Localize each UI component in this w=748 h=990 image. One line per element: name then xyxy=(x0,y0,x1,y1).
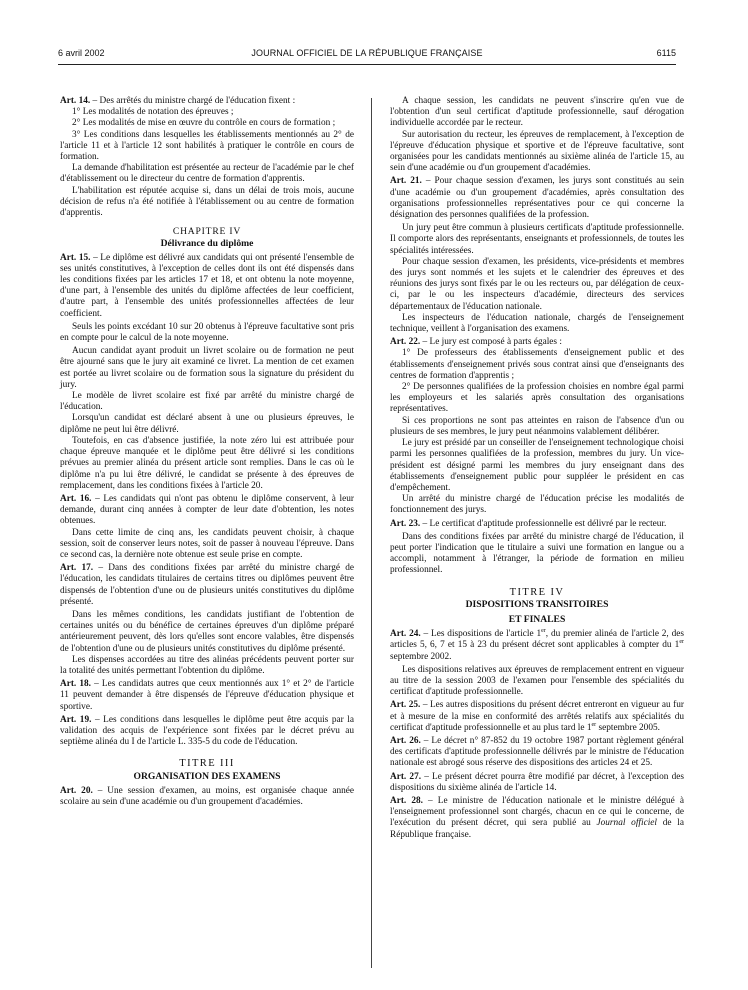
header-date: 6 avril 2002 xyxy=(58,48,105,58)
article-23-paragraph-2: Dans des conditions fixées par arrêté du ministre chargé de l'éducation, il peut porter l'indication que le titulaire a suivi une formation en langue ou a accompli, notamment à l'étranger, la période de formation en milieu professionnel. xyxy=(390,531,684,576)
article-15-paragraph-3: Aucun candidat ayant produit un livret scolaire ou de formation ne peut être ajourné sans que le jury ait examiné ce livret. La mention de cet examen est portée au livret scolaire ou de formation sous la signature du président du jury. xyxy=(60,346,354,390)
article-27 xyxy=(390,772,684,794)
titre-4-subtitle-line-2: ET FINALES xyxy=(508,613,566,625)
article-24-superscript-1: er xyxy=(541,628,546,635)
titre-4-heading: TITRE IV xyxy=(509,586,565,598)
article-28-text-a: – Le ministre de l'éducation nationale et le ministre délégué à l'enseignement professionnel sont chargés, chacun en ce qui le concerne, de l'exécution du présent décret, qui sera publié au xyxy=(390,795,684,829)
article-26 xyxy=(390,736,684,770)
chapter-title: Délivrance du diplôme xyxy=(160,238,254,250)
article-22-item-1: 1° De professeurs des établissements d'enseignement public et des établissements d'enseignement privés sous contrat ainsi que d'enseignants des centres de formation d'apprentis ; xyxy=(390,348,684,381)
article-25-label: Art. 25. xyxy=(390,700,421,711)
article-24-superscript-2: er xyxy=(679,639,684,646)
right-column xyxy=(390,96,684,841)
article-14-paragraph-2: La demande d'habilitation est présentée au recteur de l'académie par le chef d'établissement ou le directeur du centre de formation d'apprentis. xyxy=(60,163,354,185)
article-24-text-c: septembre 2002. xyxy=(390,651,452,662)
article-15-label: Art. 15. xyxy=(60,252,91,263)
article-23 xyxy=(390,519,684,530)
article-28 xyxy=(390,796,684,841)
article-16 xyxy=(60,494,354,528)
article-22-paragraph-2: Si ces proportions ne sont pas atteintes en raison de l'absence d'un ou plusieurs de ses membres, le jury peut néanmoins valablement délibérer. xyxy=(390,415,684,437)
article-20-label: Art. 20. xyxy=(60,785,93,796)
article-25-text-b: septembre 2005. xyxy=(596,722,660,733)
article-27-text: – Le présent décret pourra être modifié par décret, à l'exception des dispositions du sixième alinéa de l'article 14. xyxy=(390,771,685,793)
article-23-text: – Le certificat d'aptitude professionnelle est délivré par le recteur. xyxy=(420,518,667,529)
article-16-text: – Les candidats qui n'ont pas obtenu le diplôme conservent, à leur demande, durant cinq années à compter de leur date d'obtention, les notes obtenues. xyxy=(60,493,354,527)
article-14-item-1: 1° Les modalités de notation des épreuves ; xyxy=(72,107,234,118)
article-15-paragraph-5: Lorsqu'un candidat est déclaré absent à une ou plusieurs épreuves, le diplôme ne peut lui être délivré. xyxy=(60,413,354,435)
article-22 xyxy=(390,337,684,348)
article-25 xyxy=(390,700,684,734)
article-17-paragraph-2: Dans les mêmes conditions, les candidats justifiant de l'obtention de certaines unités ou du bénéfice de certaines épreuves d'un diplôme préparé antérieurement peuvent, dès lors qu'elles sont encore valables, être dispensés de l'obtention d'une ou de plusieurs unités constitutives du diplôme présenté. xyxy=(60,609,354,654)
chapter-heading: CHAPITRE IV xyxy=(172,226,242,238)
article-15 xyxy=(60,253,354,320)
article-28-label: Art. 28. xyxy=(390,795,423,806)
article-14-text: – Des arrêtés du ministre chargé de l'éducation fixent : xyxy=(90,96,296,106)
article-14-paragraph-3: L'habilitation est réputée acquise si, dans un délai de trois mois, aucune décision de refus n'a été notifiée à l'établissement ou au centre de formation d'apprentis. xyxy=(60,185,354,219)
article-17-label: Art. 17. xyxy=(60,563,94,574)
article-14-label: Art. 14. xyxy=(60,96,91,106)
article-20-text: – Une session d'examen, au moins, est organisée chaque année scolaire au sein d'une académie ou d'un groupement d'académies. xyxy=(60,785,354,807)
article-24 xyxy=(390,629,684,663)
article-21-paragraph-2: Un jury peut être commun à plusieurs certificats d'aptitude professionnelle. Il comporte alors des représentants, enseignants et professionnels, de toutes les spécialités intéressées. xyxy=(390,223,684,256)
article-21-paragraph-4: Les inspecteurs de l'éducation nationale, chargés de l'enseignement technique, veillent à l'organisation des examens. xyxy=(390,312,684,335)
article-22-item-2: 2° De personnes qualifiées de la profession choisies en nombre égal parmi les employeurs et les salariés après consultation des organisations représentatives. xyxy=(390,382,684,415)
article-15-text: – Le diplôme est délivré aux candidats qui ont présenté l'ensemble de ses unités constitutives, à l'exception de celles dont ils ont été dispensés dans les conditions fixées par les articles 17 et 18, et ont obtenu la note moyenne, d'une part, à l'ensemble des unités du diplôme affectées de leur coefficient, d'autre part, à l'ensemble des unités professionnelles affectées de leur coefficient. xyxy=(60,252,355,319)
article-25-superscript: er xyxy=(591,721,597,728)
article-24-text-b: , du premier alinéa de l'article 2, des articles 5, 6, 7 et 15 à 23 du présent décret sont applicables à compter du 1 xyxy=(390,629,684,651)
left-column xyxy=(60,96,354,808)
article-14-item-2: 2° Les modalités de mise en œuvre du contrôle en cours de formation ; xyxy=(72,118,336,129)
article-14 xyxy=(60,96,354,107)
article-20-paragraph-3: Sur autorisation du recteur, les épreuves de remplacement, à l'exception de l'épreuve d'éducation physique et sportive et de l'épreuve facultative, sont organisées pour les candidats mentionnés au sixième alinéa de l'article 15, au sein d'une académie ou d'un groupement d'académies. xyxy=(390,129,684,174)
article-19-text: – Les conditions dans lesquelles le diplôme peut être acquis par la validation des acquis de l'expérience sont fixées par le décret prévu au septième alinéa du I de l'article L. 335-5 du code de l'éducation. xyxy=(60,714,354,748)
article-21-paragraph-3: Pour chaque session d'examen, les présidents, vice-présidents et membres des jurys sont nommés et les sujets et le calendrier des épreuves et des réunions des jurys sont fixés par le ou les recteurs ou, par délégation de ceux-ci, par le ou les inspecteurs d'académie, directeurs des services départementaux de l'éducation nationale. xyxy=(390,256,684,312)
article-21 xyxy=(390,176,684,221)
article-24-label: Art. 24. xyxy=(390,629,421,640)
header-journal-title: JOURNAL OFFICIEL DE LA RÉPUBLIQUE FRANÇAISE xyxy=(251,48,483,58)
article-23-label: Art. 23. xyxy=(390,518,421,529)
article-28-journal-title: Journal officiel xyxy=(596,818,657,829)
article-24-paragraph-2: Les dispositions relatives aux épreuves de remplacement entrent en vigueur au titre de la session 2003 de l'examen pour l'ensemble des spécialités du certificat d'aptitude professionnelle. xyxy=(390,664,684,698)
article-22-label: Art. 22. xyxy=(390,337,421,348)
article-21-label: Art. 21. xyxy=(390,176,422,187)
header-page-number: 6115 xyxy=(656,48,676,58)
article-15-paragraph-6: Toutefois, en cas d'absence justifiée, la note zéro lui est attribuée pour chaque épreuve manquée et le diplôme peut être délivré si les conditions prévues au premier alinéa du présent article sont remplies. Dans le cas où le diplôme n'a pu lui être délivré, le candidat se présente à des épreuves de remplacement, dans les conditions fixées à l'article 20. xyxy=(60,435,354,491)
article-18-label: Art. 18. xyxy=(60,679,92,690)
column-divider xyxy=(371,98,372,968)
article-18 xyxy=(60,679,354,713)
article-22-paragraph-3: Le jury est présidé par un conseiller de l'enseignement technologique choisi parmi les personnes qualifiées de la profession, membres du jury. Un vice-président est désigné parmi les membres du jury enseignant dans des établissements d'enseignement public pour suppléer le président en cas d'empêchement. xyxy=(390,438,684,493)
article-24-text-a: – Les dispositions de l'article 1 xyxy=(420,629,542,640)
article-28-text-b: de la République française. xyxy=(390,818,684,840)
article-20 xyxy=(60,786,354,808)
article-26-text: – Le décret n° 87-852 du 19 octobre 1987 portant règlement général des certificats d'aptitude professionnelle délivrés par le ministre de l'éducation nationale est abrogé sous réserve des dispositions des articles 24 et 25. xyxy=(390,735,684,769)
article-15-paragraph-4: Le modèle de livret scolaire est fixé par arrêté du ministre chargé de l'éducation. xyxy=(60,391,354,413)
article-15-paragraph-2: Seuls les points excédant 10 sur 20 obtenus à l'épreuve facultative sont pris en compte pour le calcul de la note moyenne. xyxy=(60,321,354,344)
article-17-paragraph-3: Les dispenses accordées au titre des alinéas précédents peuvent porter sur la totalité des unités permettant l'obtention du diplôme. xyxy=(60,654,354,676)
titre-4-subtitle-line-1: DISPOSITIONS TRANSITOIRES xyxy=(465,598,609,610)
article-22-text: – Le jury est composé à parts égales : xyxy=(420,337,562,348)
article-19-label: Art. 19. xyxy=(60,714,92,725)
header-rule xyxy=(58,64,676,65)
article-19 xyxy=(60,715,354,749)
article-17 xyxy=(60,563,354,608)
article-25-text-a: – Les autres dispositions du présent décret entreront en vigueur au fur et à mesure de la mise en conformité des arrêtés relatifs aux spécialités du certificat d'aptitude professionnelle et au plus tard le 1 xyxy=(390,700,684,733)
article-14-item-3: 3° Les conditions dans lesquelles les établissements mentionnés au 2° de l'article 11 et à l'article 12 sont habilités à pratiquer le contrôle en cours de formation. xyxy=(60,129,354,163)
article-17-text: – Dans des conditions fixées par arrêté du ministre chargé de l'éducation, les candidats titulaires de certains titres ou diplômes peuvent être dispensés de l'obtention d'une ou de plusieurs unités constitutives du diplôme présenté. xyxy=(60,563,354,607)
titre-3-heading: TITRE III xyxy=(179,758,235,770)
titre-3-subtitle: ORGANISATION DES EXAMENS xyxy=(133,770,281,782)
article-22-paragraph-4: Un arrêté du ministre chargé de l'éducation précise les modalités de fonctionnement des jurys. xyxy=(390,494,684,516)
article-26-label: Art. 26. xyxy=(390,735,421,746)
article-20-paragraph-2: A chaque session, les candidats ne peuvent s'inscrire qu'en vue de l'obtention d'un seul certificat d'aptitude professionnelle, sauf dérogation individuelle accordée par le recteur. xyxy=(390,96,684,129)
page-header xyxy=(58,48,676,60)
article-16-paragraph-2: Dans cette limite de cinq ans, les candidats peuvent choisir, à chaque session, soit de conserver leurs notes, soit de passer à nouveau l'épreuve. Dans ce second cas, la dernière note obtenue est seule prise en compte. xyxy=(60,527,354,560)
article-18-text: – Les candidats autres que ceux mentionnés aux 1° et 2° de l'article 11 peuvent demander à être dispensés de l'épreuve d'éducation physique et sportive. xyxy=(60,679,354,712)
article-27-label: Art. 27. xyxy=(390,771,422,782)
article-16-label: Art. 16. xyxy=(60,493,92,504)
article-21-text: – Pour chaque session d'examen, les jurys sont constitués au sein d'une académie ou d'un groupement d'académies, après consultation des organisations professionnelles représentatives pour ce qui concerne la désignation des personnes qualifiées de la profession. xyxy=(390,176,684,221)
